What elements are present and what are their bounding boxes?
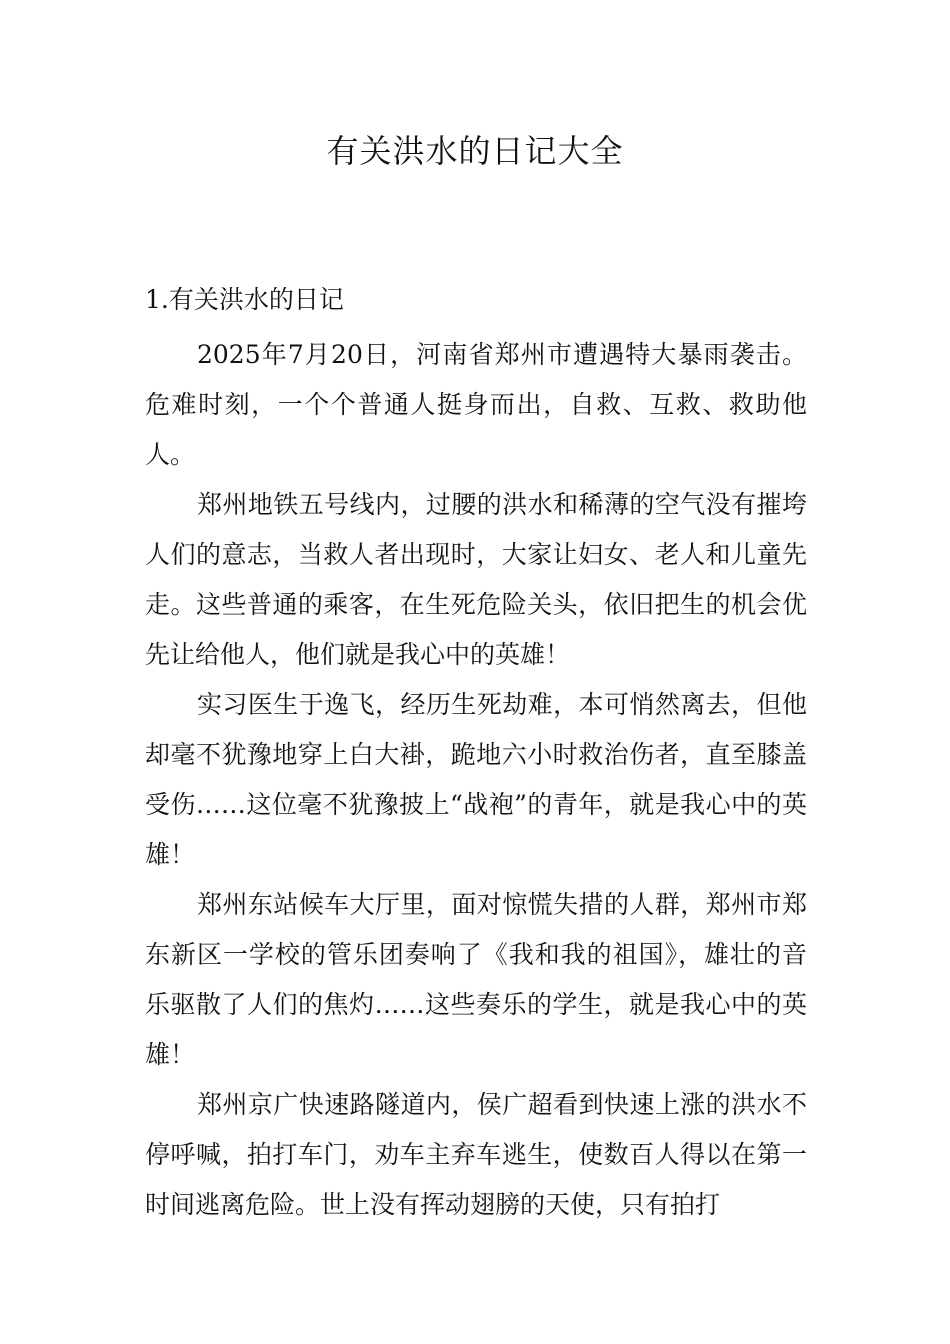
document-title: 有关洪水的日记大全 xyxy=(326,132,624,170)
paragraph-1: 2025年7月20日，河南省郑州市遭遇特大暴雨袭击。危难时刻，一个个普通人挺身而出，自救、互救、救助他人。 xyxy=(145,340,807,469)
paragraph-5: 郑州京广快速路隧道内，侯广超看到快速上涨的洪水不停呼喊，拍打车门，劝车主弃车逃生，使数百人得以在第一时间逃离危险。世上没有挥动翅膀的天使，只有拍打 xyxy=(145,1090,807,1219)
paragraph-4: 郑州东站候车大厅里，面对惊慌失措的人群，郑州市郑东新区一学校的管乐团奏响了《我和我的祖国》，雄壮的音乐驱散了人们的焦灼……这些奏乐的学生，就是我心中的英雄！ xyxy=(145,890,807,1069)
section-heading: 1.有关洪水的日记 xyxy=(145,285,344,314)
paragraph-2: 郑州地铁五号线内，过腰的洪水和稀薄的空气没有摧垮人们的意志，当救人者出现时，大家让妇女、老人和儿童先走。这些普通的乘客，在生死危险关头，依旧把生的机会优先让给他人，他们就是我心中的英雄！ xyxy=(145,490,807,669)
document-body xyxy=(145,330,807,1230)
paragraph-3: 实习医生于逸飞，经历生死劫难，本可悄然离去，但他却毫不犹豫地穿上白大褂，跪地六小时救治伤者，直至膝盖受伤……这位毫不犹豫披上“战袍”的青年，就是我心中的英雄！ xyxy=(145,690,807,869)
